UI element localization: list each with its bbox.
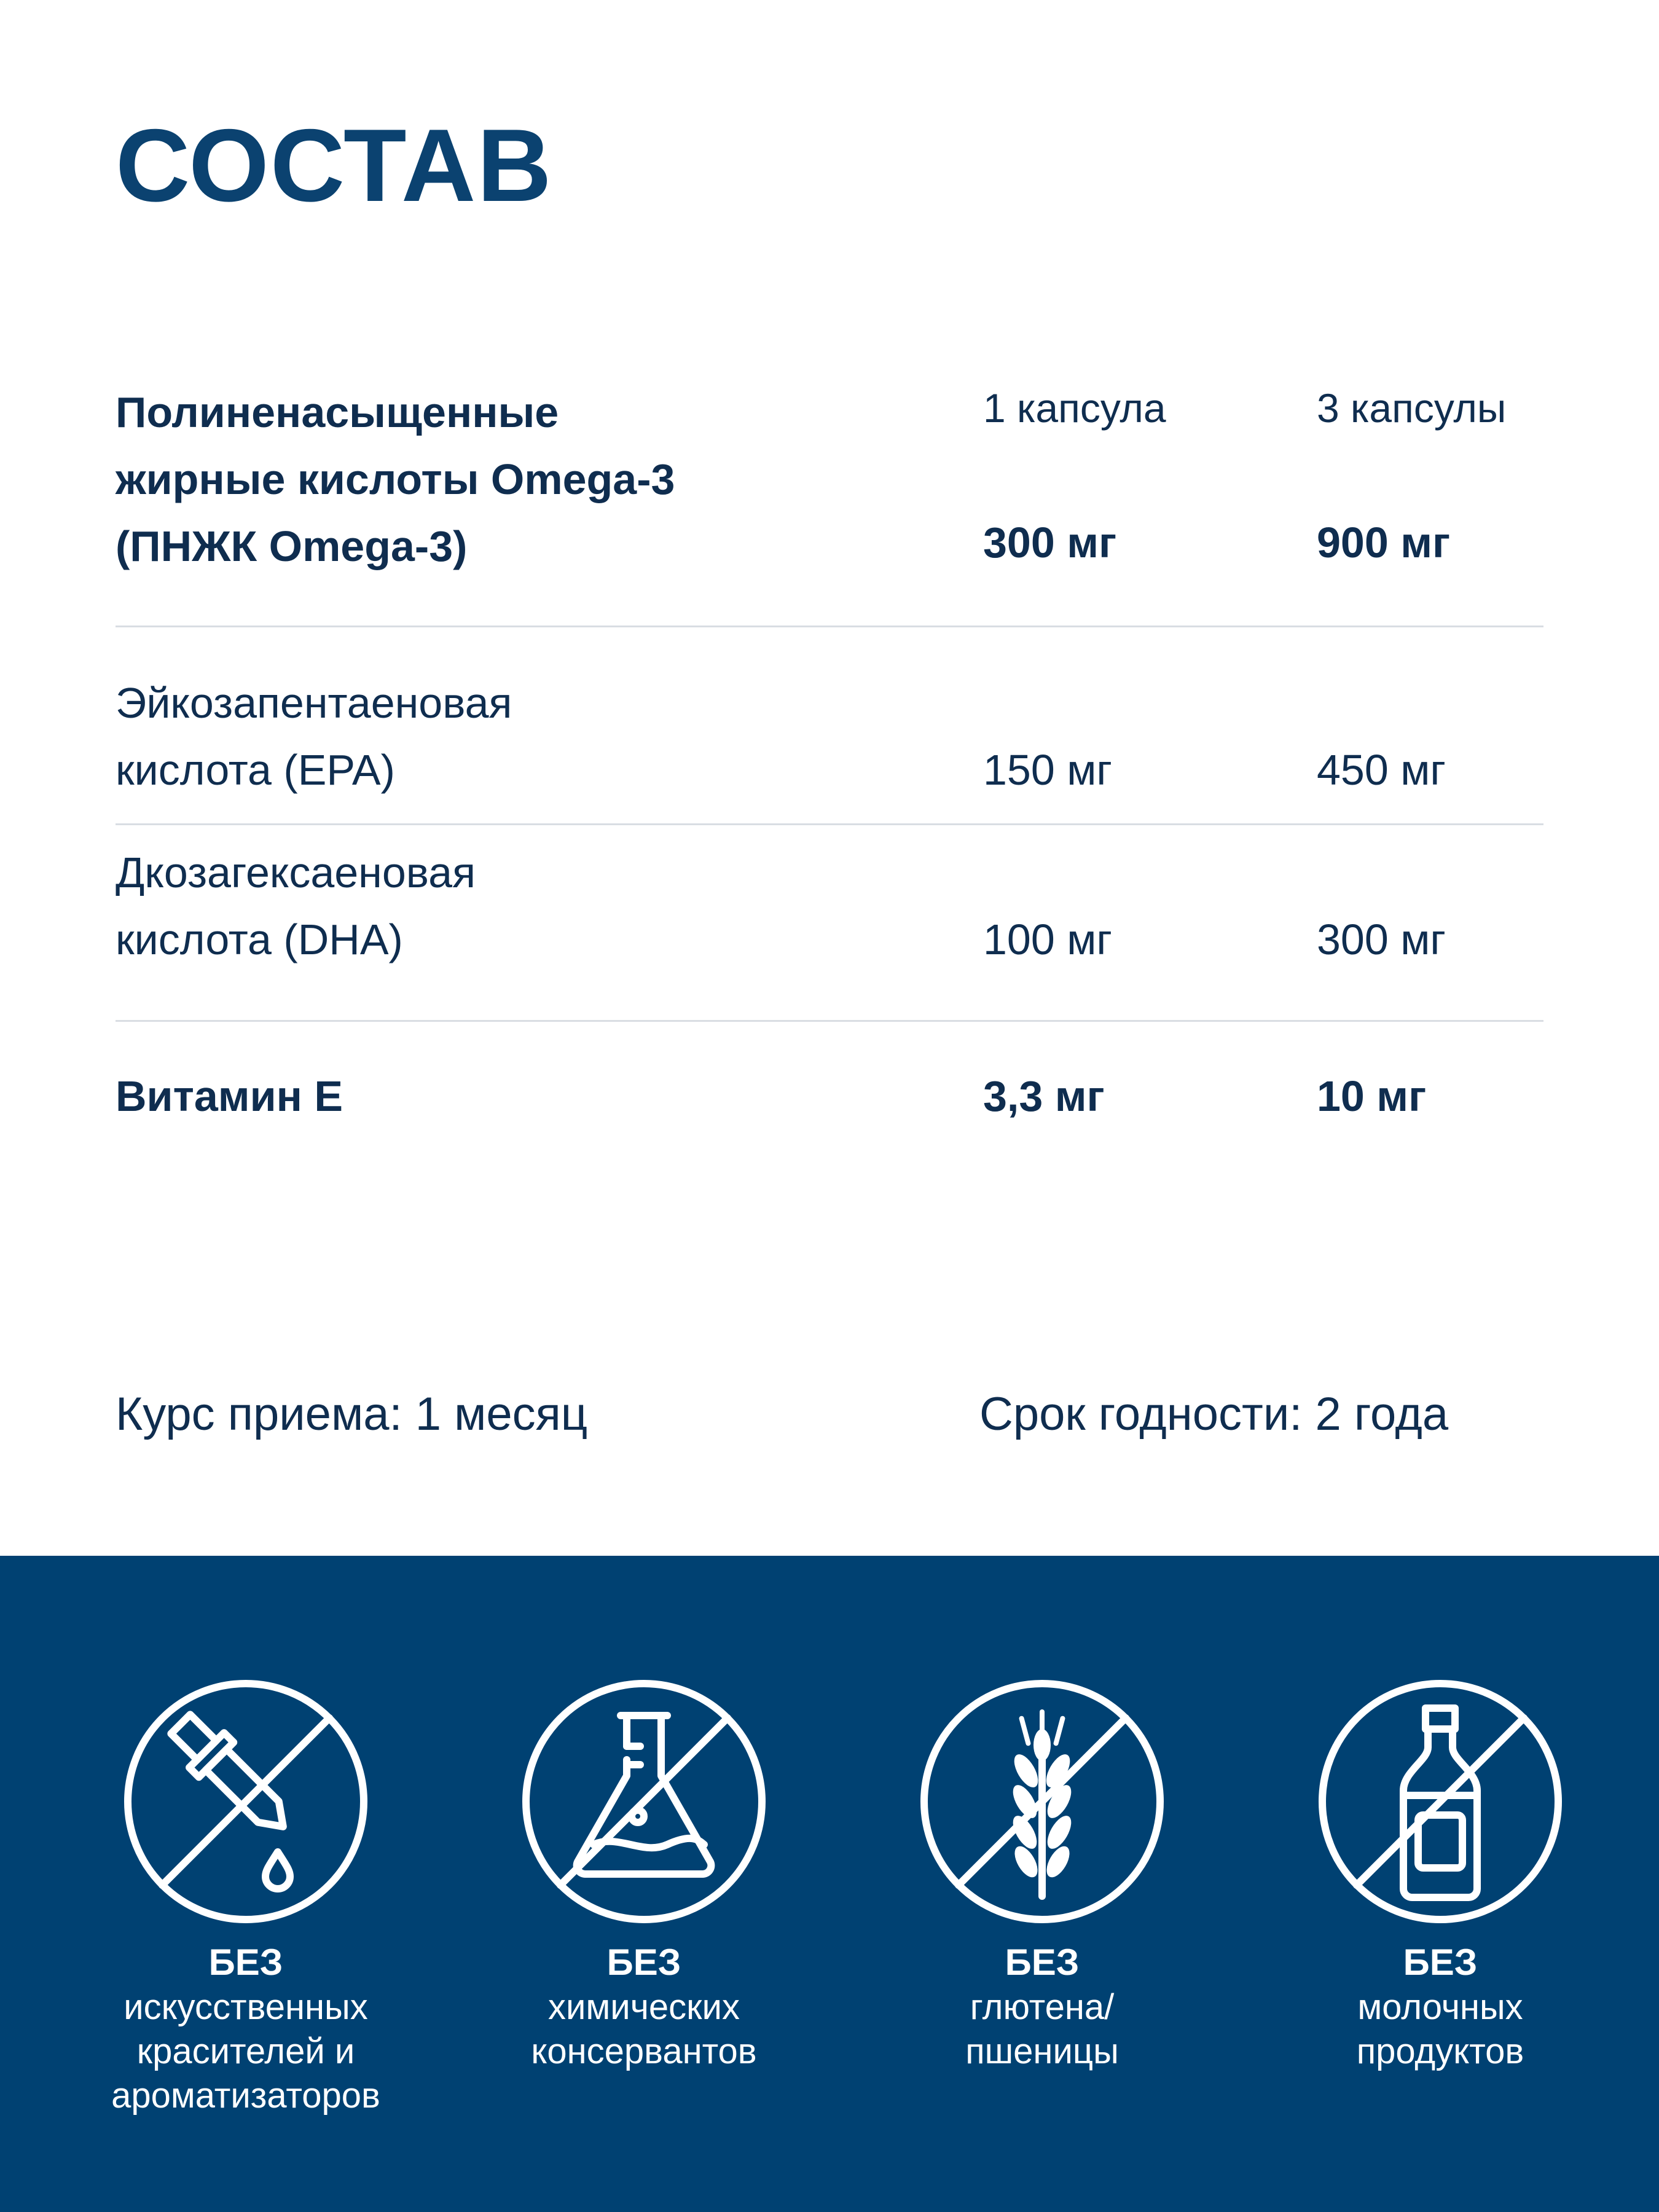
- row-value-1-capsule: 300 мг: [983, 519, 1117, 567]
- badge-line: пшеницы: [965, 2031, 1119, 2071]
- badge-line: консервантов: [531, 2031, 757, 2071]
- flask-icon: [521, 1679, 767, 1924]
- row-label-line: Витамин E: [116, 1072, 343, 1120]
- badge-bez-label: БЕЗ: [208, 1942, 283, 1983]
- course-duration: Курс приема: 1 месяц: [116, 1388, 588, 1440]
- badge-line: продуктов: [1356, 2031, 1524, 2071]
- column-header-3-capsules: 3 капсулы: [1317, 385, 1507, 431]
- row-label-line: Дкозагексаеновая: [116, 849, 476, 896]
- row-value-1-capsule: 3,3 мг: [983, 1072, 1105, 1120]
- page-title: СОСТАВ: [116, 108, 553, 223]
- badge-bez-label: БЕЗ: [1403, 1942, 1478, 1983]
- badge-caption: [882, 1940, 1202, 2074]
- row-value-3-capsules: 450 мг: [1317, 746, 1446, 794]
- row-value-3-capsules: 900 мг: [1317, 519, 1451, 567]
- table-divider: [116, 823, 1543, 825]
- badge-caption: [86, 1940, 406, 2118]
- badge-line: глютена/: [970, 1987, 1115, 2027]
- badge-line: молочных: [1357, 1987, 1523, 2027]
- free-from-band: [0, 1556, 1659, 2212]
- row-value-1-capsule: 100 мг: [983, 916, 1112, 963]
- badge-bez-label: БЕЗ: [606, 1942, 681, 1983]
- badge-caption: [1281, 1940, 1600, 2074]
- badge-line: искусственных: [124, 1987, 368, 2027]
- row-label-line: (ПНЖК Omega-3): [116, 522, 468, 570]
- row-value-1-capsule: 150 мг: [983, 746, 1112, 794]
- row-label-line: кислота (EPA): [116, 746, 395, 794]
- row-label-line: Полиненасыщенные: [116, 388, 559, 436]
- row-value-3-capsules: 300 мг: [1317, 916, 1446, 963]
- row-label-line: жирные кислоты Omega-3: [116, 455, 675, 503]
- badge-caption: [484, 1940, 804, 2074]
- row-label-line: кислота (DHA): [116, 916, 403, 963]
- badge-bez-label: БЕЗ: [1005, 1942, 1080, 1983]
- wheat-icon: [919, 1679, 1165, 1924]
- row-value-3-capsules: 10 мг: [1317, 1072, 1427, 1120]
- table-divider: [116, 626, 1543, 627]
- table-divider: [116, 1020, 1543, 1022]
- badge-line: ароматизаторов: [111, 2076, 380, 2116]
- shelf-life: Срок годности: 2 года: [979, 1388, 1449, 1440]
- dropper-icon: [123, 1679, 369, 1924]
- badge-line: химических: [548, 1987, 740, 2027]
- badge-line: красителей и: [136, 2031, 355, 2071]
- row-label-line: Эйкозапентаеновая: [116, 679, 512, 727]
- column-header-1-capsule: 1 капсула: [983, 385, 1166, 431]
- bottle-icon: [1317, 1679, 1563, 1924]
